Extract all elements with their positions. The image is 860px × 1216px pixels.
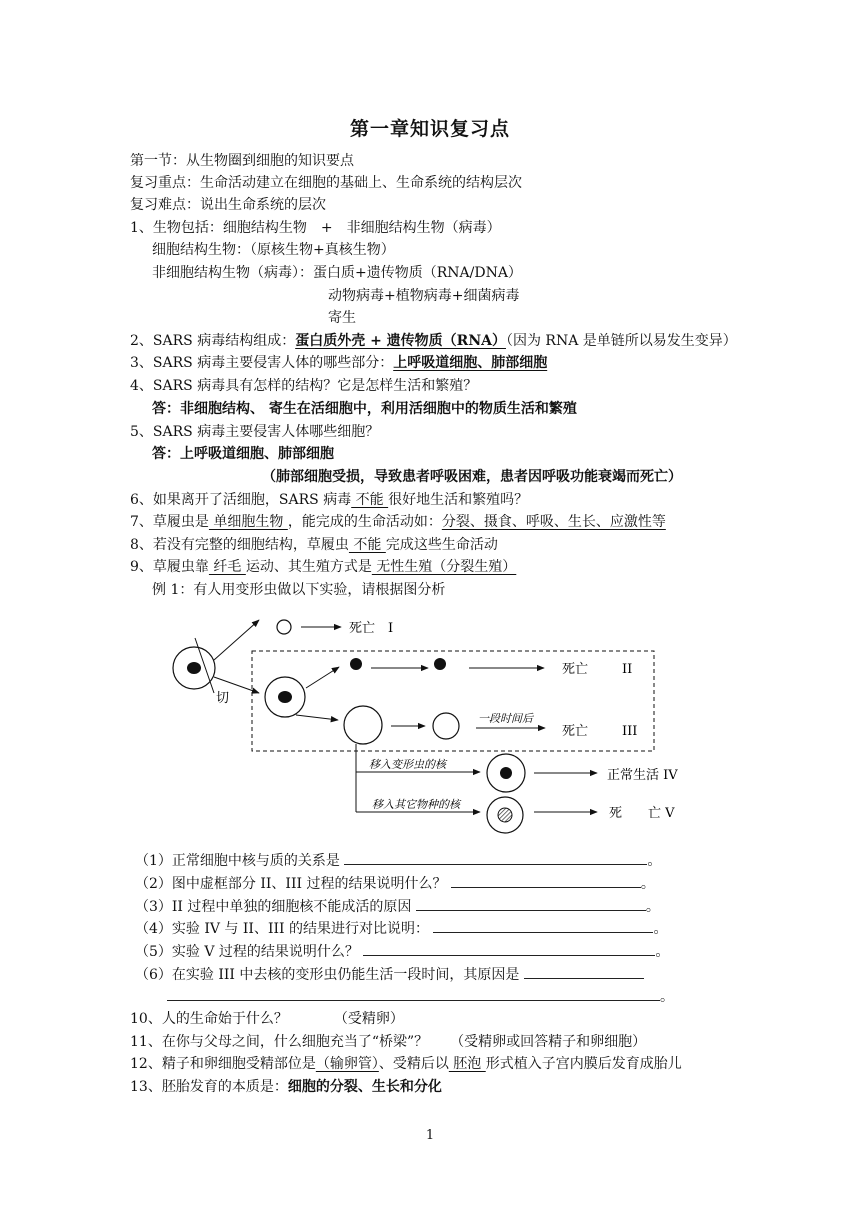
q2-prompt: 2、SARS 病毒结构组成：: [130, 333, 296, 349]
q10-question: 10、人的生命始于什么？: [130, 1011, 288, 1027]
q8-tail: 完成这些生命活动: [385, 537, 498, 553]
q8-prompt: 8、若没有完整的细胞结构，草履虫: [130, 537, 349, 553]
amoeba-experiment-diagram: [0, 605, 860, 845]
q6-prompt: 6、如果离开了活细胞，SARS 病毒: [130, 492, 352, 508]
subq-3: [135, 896, 660, 917]
q9: [130, 557, 516, 577]
q12-tail: 形式植入子宫内膜后发育成胎儿: [485, 1056, 682, 1072]
subq-5-text: （5）实验 V 过程的结果说明什么？: [135, 944, 359, 960]
after-a-while-label: 一段时间后: [478, 712, 533, 725]
q1-line2: 细胞结构生物：（原核生物+真核生物）: [152, 242, 395, 258]
subq-1-blank[interactable]: [344, 850, 647, 865]
subq-6-blank-2[interactable]: [167, 986, 660, 1001]
original-nucleus: [187, 662, 201, 674]
q9-prompt: 9、草履虫靠: [130, 559, 209, 575]
section-heading: 第一节：从生物圈到细胞的知识要点: [130, 153, 354, 169]
subq-3-text: （3）II 过程中单独的细胞核不能成活的原因: [135, 899, 412, 915]
q7: [130, 512, 666, 532]
subq-6: [135, 964, 644, 985]
result-iii-label: 死亡: [562, 724, 589, 739]
subq-5-period: 。: [655, 944, 670, 960]
split-arrow-nucleus: [306, 667, 339, 688]
result-ii-number: II: [622, 662, 633, 677]
q8: [130, 535, 498, 555]
q1-line3: 非细胞结构生物（病毒）：蛋白质+遗传物质（RNA/DNA）: [152, 265, 522, 281]
q5-note: （肺部细胞受损，导致患者呼吸困难，患者因呼吸功能衰竭而死亡）: [262, 469, 682, 485]
q11-answer: （受精卵或回答精子和卵细胞）: [450, 1034, 647, 1050]
subq-6-period: 。: [660, 989, 674, 1005]
subq-1: [135, 850, 661, 871]
q7-answer-2: 分裂、摄食、呼吸、生长、应激性等: [441, 514, 666, 530]
q3: [130, 353, 547, 373]
q1-line1: 1、生物包括：细胞结构生物 + 非细胞结构生物（病毒）: [130, 220, 501, 236]
subq-1-period: 。: [647, 853, 662, 869]
subq-2-blank[interactable]: [451, 873, 641, 888]
q7-mid: ，能完成的生命活动如：: [287, 514, 442, 530]
subq-6-text: （6）在实验 III 中去核的变形虫仍能生活一段时间，其原因是: [135, 967, 520, 983]
q9-answer-1: 纤毛: [208, 559, 246, 575]
q9-answer-2: 无性生殖（分裂生殖）: [371, 559, 517, 575]
result-ii-label: 死亡: [562, 662, 589, 677]
cell-iv-nucleus: [500, 767, 512, 779]
q12: [130, 1054, 682, 1074]
subq-4: [135, 918, 667, 939]
isolated-nucleus-2: [434, 658, 446, 670]
subq-6-blank[interactable]: [524, 964, 644, 979]
q6-tail: 很好地生活和繁殖吗？: [388, 492, 529, 508]
result-v: 死 亡 V: [609, 806, 675, 821]
q1-line5: 寄生: [328, 310, 356, 326]
subq-2-period: 。: [640, 876, 655, 892]
q2: [130, 331, 737, 351]
q10-answer: （受精卵）: [333, 1011, 404, 1027]
subq-2-text: （2）图中虚框部分 II、III 过程的结果说明什么？: [135, 876, 447, 892]
result-i: 死亡 Ⅰ: [349, 621, 394, 636]
q12-mid: 、受精后以: [378, 1056, 449, 1072]
subq-6-continuation: [167, 986, 674, 1007]
subq-3-period: 。: [645, 899, 660, 915]
cut-label: 切: [216, 691, 230, 706]
q12-answer-2: 胚泡: [448, 1056, 486, 1072]
q13: [130, 1077, 442, 1097]
transplant-own-label: 移入变形虫的核: [369, 758, 446, 771]
subq-4-period: 。: [653, 921, 668, 937]
q6-answer: 不能: [351, 492, 389, 508]
q7-prompt: 7、草履虫是: [130, 514, 209, 530]
q13-answer: 细胞的分裂、生长和分化: [287, 1079, 442, 1095]
enucleated-cell: [344, 706, 382, 744]
subq-5-blank[interactable]: [363, 941, 655, 956]
isolated-nucleus-1: [350, 658, 362, 670]
q4-question: 4、SARS 病毒具有怎样的结构？它是怎样生活和繁殖？: [130, 378, 478, 394]
subq-2: [135, 873, 655, 894]
q8-answer: 不能: [348, 537, 386, 553]
q5-answer: 答：上呼吸道细胞、肺部细胞: [152, 446, 334, 462]
q12-prompt: 12、精子和卵细胞受精部位是: [130, 1056, 316, 1072]
transplant-other-label: 移入其它物种的核: [372, 798, 460, 811]
q2-answer: 蛋白质外壳 + 遗传物质（RNA）: [295, 333, 506, 349]
result-iv: 正常生活 IV: [607, 768, 678, 783]
q9-mid: 运动、其生殖方式是: [245, 559, 372, 575]
q10: [130, 1009, 404, 1029]
page-number: 1: [425, 1128, 435, 1143]
q11: [130, 1032, 646, 1052]
q7-answer-1: 单细胞生物: [208, 514, 288, 530]
review-focus: 复习重点：生命活动建立在细胞的基础上、生命系统的结构层次: [130, 175, 522, 191]
q6: [130, 490, 528, 510]
q12-answer-1: （输卵管）: [315, 1056, 379, 1072]
cell-v-foreign-nucleus: [498, 808, 512, 822]
split-arrow-cytoplasm: [296, 715, 338, 720]
q4-answer: 答：非细胞结构、 寄生在活细胞中，利用活细胞中的物质生活和繁殖: [152, 401, 577, 417]
page-title: 第一章知识复习点: [349, 118, 510, 140]
result-iii-number: III: [622, 724, 638, 739]
q13-prompt: 13、胚胎发育的本质是：: [130, 1079, 288, 1095]
q5-question: 5、SARS 病毒主要侵害人体哪些细胞？: [130, 424, 380, 440]
q2-note: （因为 RNA 是单链所以易发生变异）: [505, 333, 737, 349]
q11-question: 11、在你与父母之间，什么细胞充当了“桥梁”？: [130, 1034, 429, 1050]
nucleated-cell-nucleus: [278, 691, 292, 703]
example-intro: 例 1：有人用变形虫做以下实验，请根据图分析: [152, 582, 446, 598]
enucleated-cell-later: [433, 713, 459, 739]
q1-line4: 动物病毒+植物病毒+细菌病毒: [328, 288, 520, 304]
subq-4-blank[interactable]: [433, 918, 653, 933]
subq-1-text: （1）正常细胞中核与质的关系是: [135, 853, 340, 869]
q3-prompt: 3、SARS 病毒主要侵害人体的哪些部分：: [130, 355, 394, 371]
subq-5: [135, 941, 669, 962]
q3-answer: 上呼吸道细胞、肺部细胞: [393, 355, 548, 371]
subq-3-blank[interactable]: [416, 896, 646, 911]
small-cell-i: [277, 620, 291, 634]
subq-4-text: （4）实验 IV 与 II、III 的结果进行对比说明：: [135, 921, 429, 937]
review-difficulty: 复习难点：说出生命系统的层次: [130, 197, 326, 213]
